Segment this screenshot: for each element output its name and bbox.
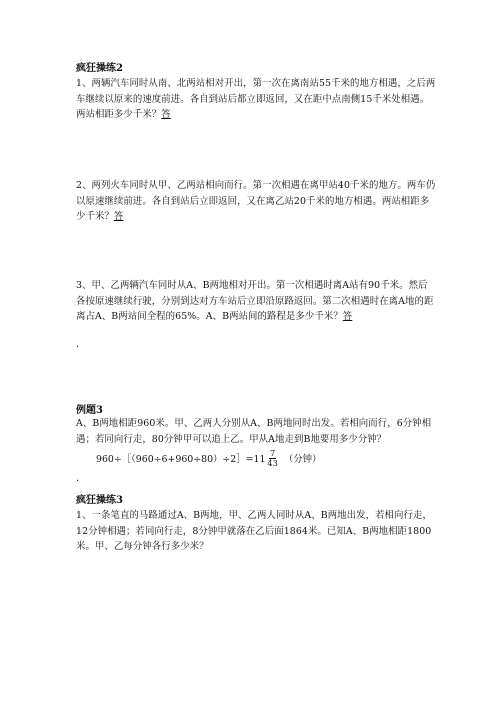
section-title: 疯狂操练3 — [76, 495, 123, 506]
problem-paragraph — [76, 278, 436, 325]
answer-mark: 答 — [342, 311, 353, 323]
problem-paragraph: 1、一条笔直的马路通过A、B两地，甲、乙两人同时从A、B两地出发，若相向行走，12分钟相遇；若同向行走，8分钟甲就落在乙后面1864米。已知A、B两地相距1800米。甲、乙每分钟各行多少米？ — [76, 510, 432, 553]
formula-fraction — [266, 449, 278, 468]
fraction-numerator: 7 — [270, 447, 276, 458]
answer-mark: 答 — [113, 211, 124, 223]
example-paragraph: A、B两地相距960米。甲、乙两人分别从A、B两地同时出发。若相向而行，6分钟相遇；若同向行走，80分钟甲可以追上乙。甲从A地走到B地要用多少分钟？ — [76, 418, 432, 445]
formula-expression: 960÷［（960÷6+960÷80）÷2］=11 — [96, 454, 266, 465]
problem-text: 2、两列火车同时从甲、乙两站相向而行。第一次相遇在离甲站40千米的地方。两车仍以原速继续前进。各自到站后立即返回，又在离乙站20千米的地方相遇。两站相距多少千米？ — [76, 180, 436, 223]
problem-paragraph — [76, 76, 436, 123]
answer-mark: 答 — [161, 109, 171, 121]
section-title: 疯狂操练2 — [76, 63, 123, 74]
example-title: 例题3 — [76, 405, 103, 416]
problem-text: 1、两辆汽车同时从南、北两站相对开出，第一次在离南站55千米的地方相遇，之后两车继续以原来的速度前进。各自到站后都立即返回，又在距中点南侧15千米处相遇。两站相距多少千米？ — [76, 78, 436, 121]
formula-unit: （分钟） — [283, 454, 322, 465]
problem-paragraph — [76, 178, 436, 225]
fraction-denominator: 43 — [267, 457, 278, 468]
problem-text: 3、甲、乙两辆汽车同时从A、B两地相对开出。第一次相遇时离A站有90千米。然后各按原速继续行驶，分别到达对方车站后立即沿原路返回。第二次相遇时在离A地的距离占A、B两站间全程的65%。A、B两站间的路程是多少千米？ — [76, 280, 434, 323]
trailing-dot: . — [76, 473, 80, 484]
solution-formula — [96, 446, 321, 470]
trailing-dot: . — [76, 339, 80, 350]
